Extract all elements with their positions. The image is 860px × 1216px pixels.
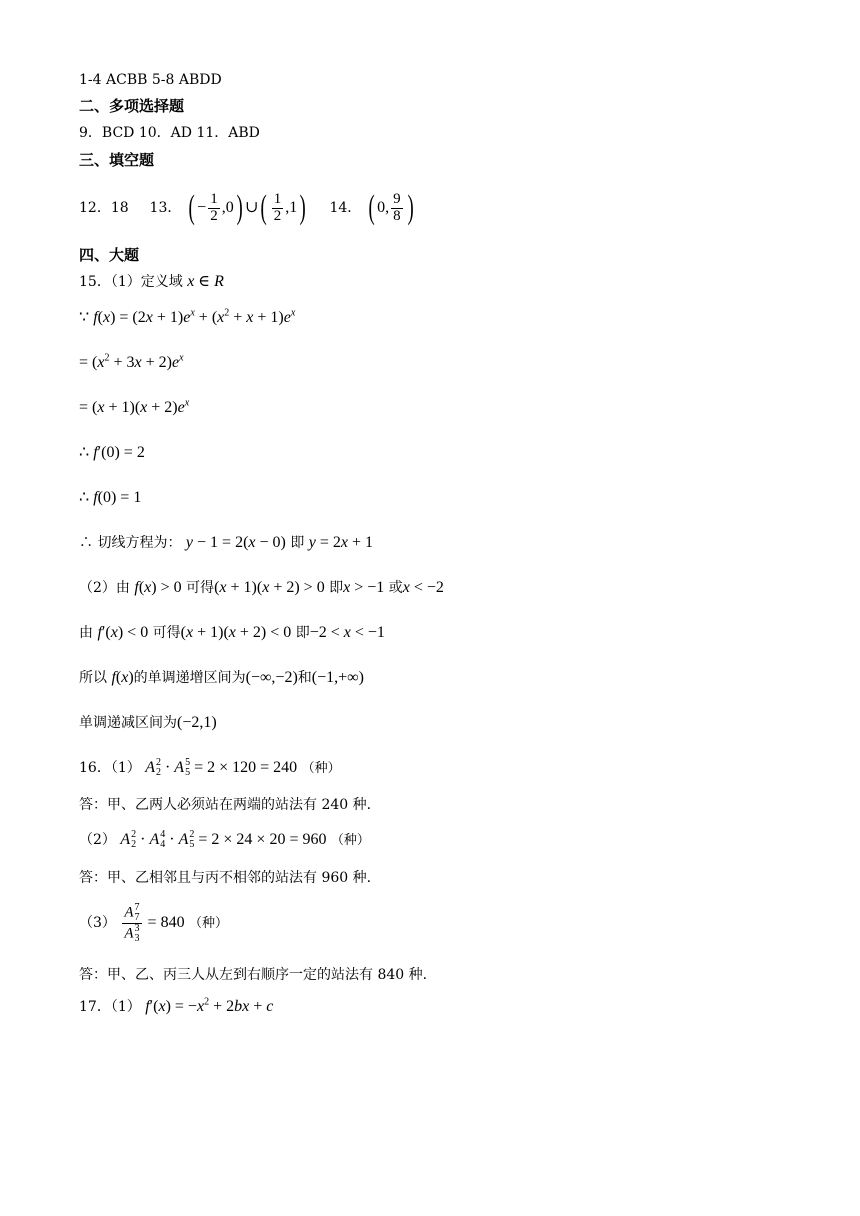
q16-answer-1: 答：甲、乙两人必须站在两端的站法有 240 种.	[79, 797, 372, 813]
q15-f-zero: ∴ f(0) = 1	[79, 489, 142, 506]
section-4-title: 四、大题	[79, 246, 140, 264]
fill-q14-label: 14．	[329, 200, 362, 216]
q16-p1-formula: 16．（1） A 2 2 · A 5 5 = 2 × 120 = 240 （种）	[79, 757, 341, 779]
q15-derivative-line3: = $(x + 1)(x + 2)e^x$	[79, 397, 190, 416]
fill-q14-answer: ( 0, $\frac{9}{8}$ )	[368, 189, 414, 227]
q15-tangent-line: ∴ 切线方程为： y − 1 = 2(x − 0) 即 y = 2x + 1	[79, 534, 374, 551]
q15-p2-increasing: （2）由 f(x) > 0 可得(x + 1)(x + 2) > 0 即x > −1 或x < −2	[79, 579, 444, 596]
q15-fprime-zero: ∴ f′(0) = 2	[79, 444, 145, 461]
q15-increasing-intervals: 所以 f(x)的单调递增区间为(−∞,−2)和(−1,+∞)	[79, 669, 364, 686]
q16-p2-formula: （2） A 2 2 · A 4 4 · A 2 5 = 2 × 24 × 20 = 960 （种）	[79, 829, 370, 851]
q16-answer-3: 答：甲、乙、丙三人从左到右顺序一定的站法有 840 种.	[79, 967, 428, 983]
q15-derivative-line2: = $(x^2 + 3x + 2)e^x$	[79, 352, 184, 371]
q16-p3-formula: （3） A 7 7 A 3 3 = 840 （种）	[79, 902, 229, 944]
section-3-title: 三、填空题	[79, 151, 155, 169]
section-2-title: 二、多项选择题	[79, 97, 185, 115]
multi-answers: 9．BCD 10．AD 11．ABD	[79, 125, 260, 141]
q15-derivative-line1: ∵ $f(x) = (2x + 1)e^x + (x^2 + x + 1)e^x$	[79, 307, 296, 326]
fill-q12: 12．18	[79, 200, 129, 216]
q15-decreasing-interval: 单调递减区间为(−2,1)	[79, 714, 217, 731]
q15-p3-decreasing: 由 f′(x) < 0 可得(x + 1)(x + 2) < 0 即−2 < x < −1	[79, 624, 385, 641]
fill-answers	[79, 188, 416, 228]
fill-q13-answer: ( − $\frac{1}{2}$ ,0) ∪( $\frac{1}{2}$ ,1)	[188, 189, 307, 227]
q15-p1-domain: 15．（1）定义域 x ∈ R	[79, 273, 224, 290]
fill-q13-label: 13．	[149, 200, 182, 216]
mc-answers: 1-4 ACBB 5-8 ABDD	[79, 72, 222, 88]
q16-answer-2: 答：甲、乙相邻且与丙不相邻的站法有 960 种.	[79, 870, 372, 886]
q17-p1-derivative: 17．（1） $f'(x) = -x^2 + 2bx + c$	[79, 996, 274, 1015]
